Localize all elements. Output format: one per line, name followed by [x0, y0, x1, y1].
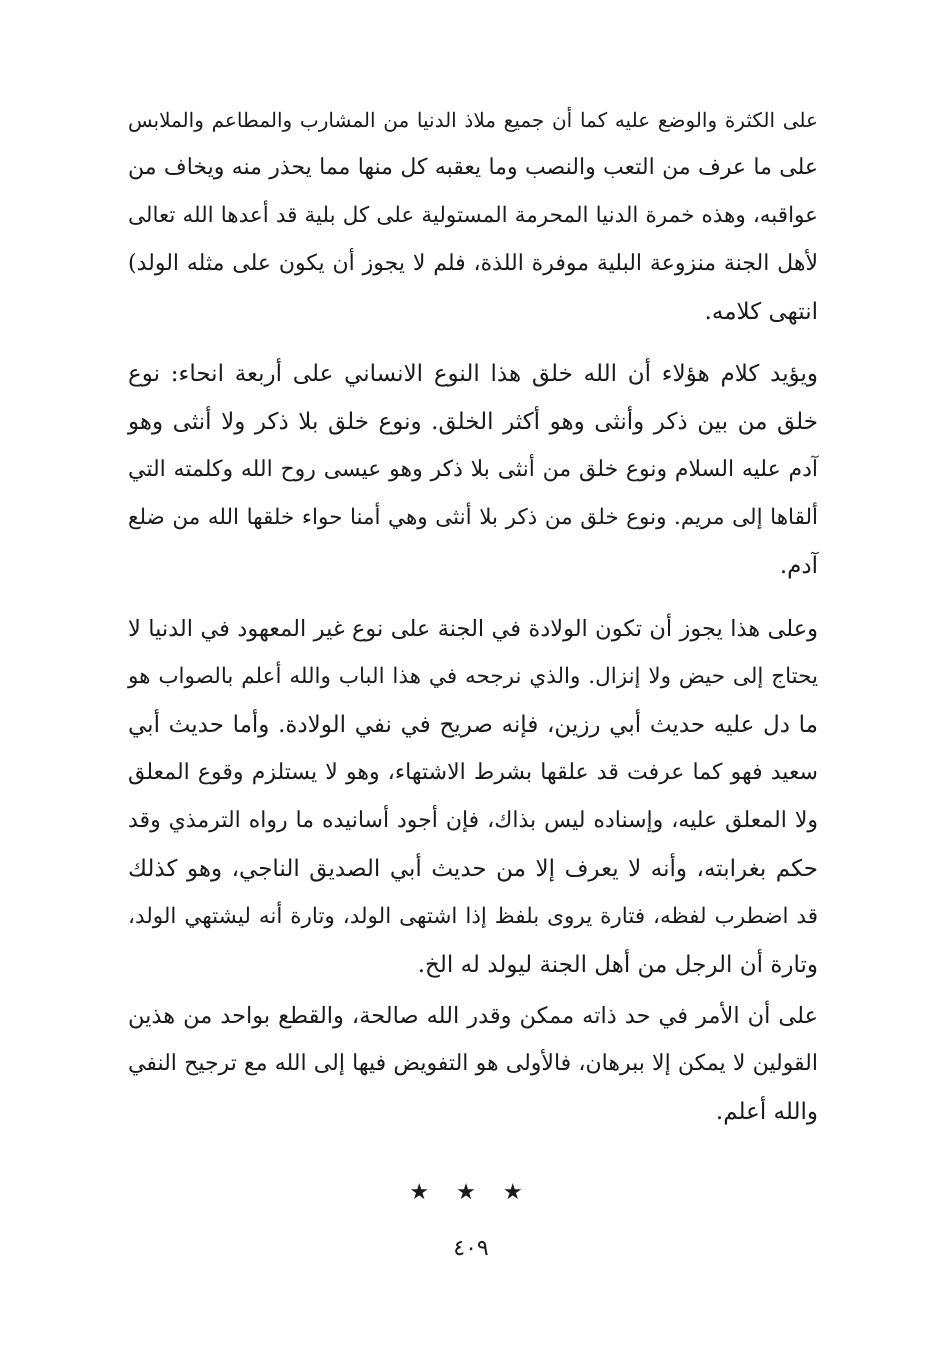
text-line: لأهل الجنة منزوعة البلية موفرة اللذة، فلم لا يجوز أن يكون على مثله الولد) — [128, 251, 818, 276]
text-line: عواقبه، وهذه خمرة الدنيا المحرمة المستولية على كل بلية قد أعدها الله تعالى — [128, 203, 818, 228]
text-line: ألقاها إلى مريم. ونوع خلق من ذكر بلا أنثى وهي أمنا حواء خلقها الله من ضلع — [128, 505, 818, 530]
text-line: حكم بغرابته، وأنه لا يعرف إلا من حديث أبي الصديق الناجي، وهو كذلك — [128, 856, 818, 882]
paragraph-1 — [128, 96, 818, 336]
text-line: والله أعلم. — [715, 1099, 818, 1125]
text-line: على أن الأمر في حد ذاته ممكن وقدر الله صالحة، والقطع بواحد من هذين — [128, 1003, 818, 1029]
text-line: آدم عليه السلام ونوع خلق من أنثى بلا ذكر وهو عيسى روح الله وكلمته التي — [128, 457, 818, 482]
section-separator: ★ ★ ★ — [409, 1180, 533, 1205]
text-line: آدم. — [779, 553, 818, 579]
text-line: على ما عرف من التعب والنصب وما يعقبه كل منها مما يحذر منه ويخاف من — [128, 155, 818, 180]
text-line: ويؤيد كلام هؤلاء أن الله خلق هذا النوع الانساني على أربعة انحاء: نوع — [128, 361, 818, 387]
text-line: وعلى هذا يجوز أن تكون الولادة في الجنة على نوع غير المعهود في الدنيا لا — [128, 616, 818, 642]
text-line: يحتاج إلى حيض ولا إنزال. والذي نرجحه في هذا الباب والله أعلم بالصواب هو — [128, 664, 818, 689]
paragraph-2 — [128, 350, 818, 590]
text-line: ما دل عليه حديث أبي رزين، فإنه صريح في نفي الولادة. وأما حديث أبي — [128, 712, 818, 738]
paragraph-3 — [128, 605, 818, 989]
page-number: ٤٠٩ — [453, 1236, 489, 1261]
text-line: انتهى كلامه. — [704, 299, 818, 325]
text-line: القولين لا يمكن إلا ببرهان، فالأولى هو التفويض فيها إلى الله مع ترجيح النفي — [128, 1051, 818, 1076]
text-line: خلق من بين ذكر وأنثى وهو أكثر الخلق. ونوع خلق بلا ذكر ولا أنثى وهو — [128, 409, 818, 435]
paragraph-4 — [128, 992, 818, 1136]
text-line: وتارة أن الرجل من أهل الجنة ليولد له الخ. — [417, 952, 818, 978]
text-line: سعيد فهو كما عرفت قد علقها بشرط الاشتهاء، وهو لا يستلزم وقوع المعلق — [128, 760, 818, 785]
text-line: على الكثرة والوضع عليه كما أن جميع ملاذ الدنيا من المشارب والمطاعم والملابس — [128, 108, 818, 132]
text-line: ولا المعلق عليه، وإسناده ليس بذاك، فإن أجود أسانيده ما رواه الترمذي وقد — [128, 808, 818, 833]
text-line: قد اضطرب لفظه، فتارة يروى بلفظ إذا اشتهى الولد، وتارة أنه ليشتهي الولد، — [128, 904, 818, 929]
